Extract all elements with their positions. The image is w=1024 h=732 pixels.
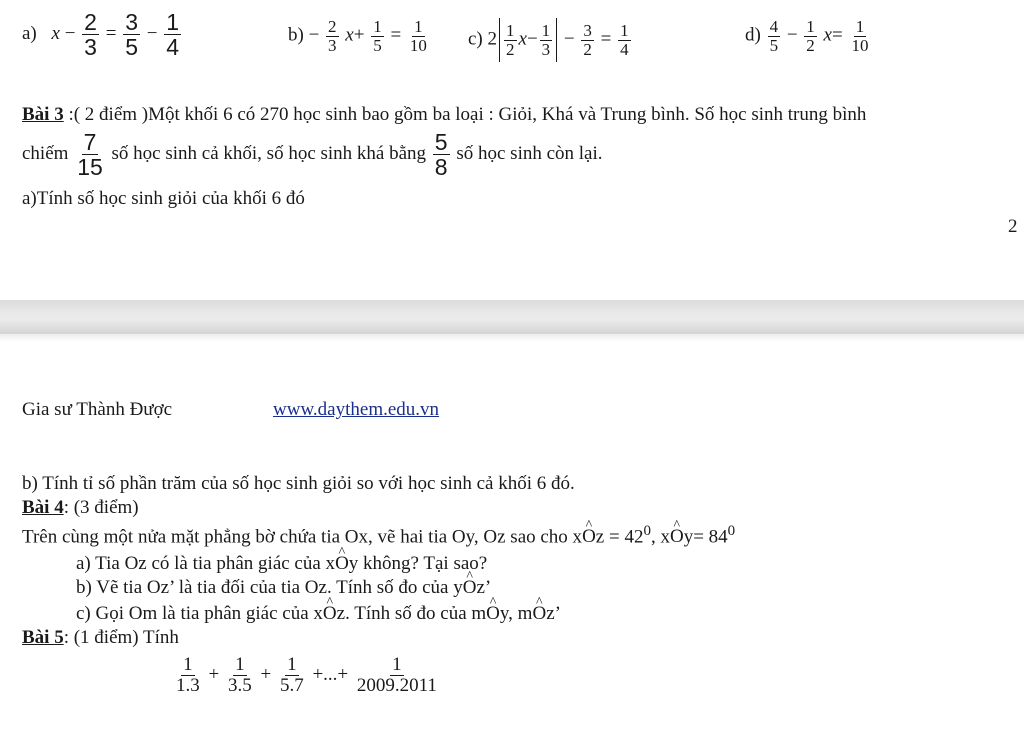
q-c-mid2: y, m bbox=[499, 603, 533, 624]
frac-num: 3 bbox=[125, 9, 138, 35]
bai3-title: Bài 3 bbox=[22, 104, 64, 125]
angle-o-hat: ^ O bbox=[670, 526, 684, 548]
var-x: x bbox=[823, 24, 832, 46]
frac-den: 2 bbox=[506, 39, 515, 59]
label-c: c) bbox=[468, 28, 483, 50]
frac-den: 3 bbox=[541, 39, 551, 59]
angle1-value: z = 42 bbox=[595, 526, 644, 548]
frac-num: 1 bbox=[373, 17, 382, 36]
angle-o-hat: ^ O bbox=[532, 603, 546, 625]
label-d: d) bbox=[745, 24, 761, 46]
bai3-line2 bbox=[22, 130, 603, 179]
header-tutor-name: Gia sư Thành Được bbox=[22, 399, 173, 420]
bai3-question-b: b) Tính tỉ số phần trăm của số học sinh giỏi so với học sinh cả khối 6 đó. bbox=[22, 473, 575, 494]
frac-num: 1 bbox=[806, 17, 815, 36]
frac-den: 3.5 bbox=[227, 674, 252, 696]
bai5-heading bbox=[22, 627, 179, 649]
var-x: x bbox=[518, 28, 527, 50]
page-break-shadow bbox=[0, 334, 1024, 342]
q-c-mid: z. Tính số đo của m bbox=[336, 603, 487, 624]
frac-num: 1 bbox=[166, 9, 179, 35]
frac-den: 2 bbox=[583, 39, 592, 59]
bai3-line1 bbox=[22, 104, 866, 126]
page-break-band bbox=[0, 300, 1024, 334]
bai5-title: Bài 5 bbox=[22, 627, 64, 648]
degree-mark: 0 bbox=[643, 523, 651, 539]
q-c-end: z’ bbox=[546, 603, 561, 624]
frac-num: 1 bbox=[541, 20, 551, 40]
frac-num: 4 bbox=[769, 17, 779, 36]
frac-num: 1 bbox=[183, 654, 193, 675]
coefficient: 2 bbox=[487, 28, 498, 50]
angle-o-hat: ^ O bbox=[463, 577, 477, 599]
frac-num: 1 bbox=[235, 654, 245, 675]
header-website-link[interactable]: www.daythem.edu.vn bbox=[273, 399, 440, 420]
bai3-text: :( 2 điểm )Một khối 6 có 270 học sinh bao gồm ba loại : Giỏi, Khá và Trung bình. Số học sinh trung bình bbox=[63, 104, 867, 125]
frac-den: 1.3 bbox=[176, 674, 200, 696]
frac-num: 2 bbox=[328, 17, 337, 36]
frac-den: 15 bbox=[77, 154, 103, 181]
frac-num: 1 bbox=[392, 654, 402, 675]
bai4-question-b bbox=[76, 577, 491, 599]
equation-b: b) − $\frac{2}{3}$ x+ $\frac{1}{5}$ = $\frac{1}{10}$ bbox=[288, 17, 427, 55]
frac-den: 5.7 bbox=[279, 674, 304, 696]
page-number: 2 bbox=[1008, 216, 1018, 237]
frac-den: 2009.2011 bbox=[356, 674, 437, 696]
bai5-points: : (1 điểm) Tính bbox=[63, 627, 179, 648]
equation-d: d) $\frac{4}{5}$ − $\frac{1}{2}$ x= $\frac{1}{10}$ bbox=[745, 17, 869, 55]
angle2-prefix: x bbox=[660, 526, 670, 548]
bai4-question-c bbox=[76, 603, 561, 625]
label-b: b) bbox=[288, 24, 304, 46]
frac-den: 5 bbox=[769, 35, 779, 55]
frac-den: 4 bbox=[166, 34, 179, 61]
angle-o-hat: ^ O bbox=[486, 603, 500, 625]
frac-num: 2 bbox=[84, 9, 97, 35]
frac-den: 10 bbox=[409, 35, 427, 55]
bai4-points: : (3 điểm) bbox=[63, 497, 139, 518]
abs-bar-left bbox=[499, 18, 500, 62]
angle-o-hat: ^ O bbox=[582, 526, 596, 548]
frac-num: 1 bbox=[855, 17, 865, 36]
equation-c: c) 2 $\frac{1}{2}$ x− $\frac{1}{3}$ − $\frac{3}{2}$ = $\frac{1}{4}$ bbox=[468, 18, 633, 62]
abs-bar-right bbox=[556, 18, 557, 62]
frac-den: 3 bbox=[84, 34, 97, 61]
frac-den: 5 bbox=[373, 35, 382, 55]
bai5-sum-expression: $\frac{1}{1.3}$ + $\frac{1}{3.5}$ + $\frac{1}{5.7}$ +...+ $\frac{1}{2009.2011}$ bbox=[176, 654, 437, 696]
var-x: x bbox=[345, 24, 354, 46]
frac-den: 4 bbox=[620, 39, 629, 59]
bai4-intro: Trên cùng một nửa mặt phẳng bờ chứa tia Ox, vẽ hai tia Oy, Oz sao cho x^ $Oz = 42^0$, x^ $Oy= 84^0$ bbox=[22, 523, 735, 548]
bai4-heading bbox=[22, 497, 139, 519]
sum-ellipsis: +...+ bbox=[312, 663, 349, 685]
angle-o-hat: ^ O bbox=[323, 603, 337, 625]
bai4-title: Bài 4 bbox=[22, 497, 64, 518]
frac-den: 3 bbox=[328, 35, 337, 55]
var-x: x bbox=[51, 23, 60, 44]
q-c-text: c) Gọi Om là tia phân giác của x bbox=[76, 603, 323, 624]
frac-num: 7 bbox=[83, 129, 97, 155]
bai4-text: Trên cùng một nửa mặt phẳng bờ chứa tia Ox, vẽ hai tia Oy, Oz sao cho x bbox=[22, 526, 583, 548]
frac-num: 1 bbox=[620, 20, 629, 40]
bai4-question-a bbox=[76, 553, 487, 575]
frac-den: 10 bbox=[851, 35, 869, 55]
bai3-text: chiếm bbox=[22, 143, 69, 164]
bai3-question-a: a)Tính số học sinh giỏi của khối 6 đó bbox=[22, 188, 305, 209]
q-b-text: b) Vẽ tia Oz’ là tia đối của tia Oz. Tính số đo của y bbox=[76, 577, 463, 598]
degree-mark: 0 bbox=[727, 523, 736, 539]
frac-den: 5 bbox=[125, 34, 138, 61]
bai3-text: số học sinh cả khối, số học sinh khá bằng bbox=[111, 143, 427, 164]
frac-den: 2 bbox=[806, 35, 815, 55]
frac-den: 8 bbox=[434, 154, 448, 181]
equation-a: a) x − $\frac{2}{3}$ = $\frac{3}{5}$ − $\frac{1}{4}$ bbox=[22, 9, 179, 61]
frac-num: 1 bbox=[506, 20, 515, 40]
bai3-text: số học sinh còn lại. bbox=[456, 143, 603, 164]
q-b-rest: z’ bbox=[476, 577, 492, 598]
frac-num: 5 bbox=[434, 129, 448, 155]
frac-num: 1 bbox=[287, 654, 297, 675]
q-a-text: a) Tia Oz có là tia phân giác của x bbox=[76, 553, 336, 574]
angle-o-hat: ^ O bbox=[335, 553, 349, 575]
label-a: a) bbox=[22, 23, 37, 44]
angle2-value: y= 84 bbox=[683, 526, 728, 548]
q-a-rest: y không? Tại sao? bbox=[348, 553, 488, 574]
frac-num: 1 bbox=[414, 17, 423, 36]
frac-num: 3 bbox=[583, 20, 592, 40]
